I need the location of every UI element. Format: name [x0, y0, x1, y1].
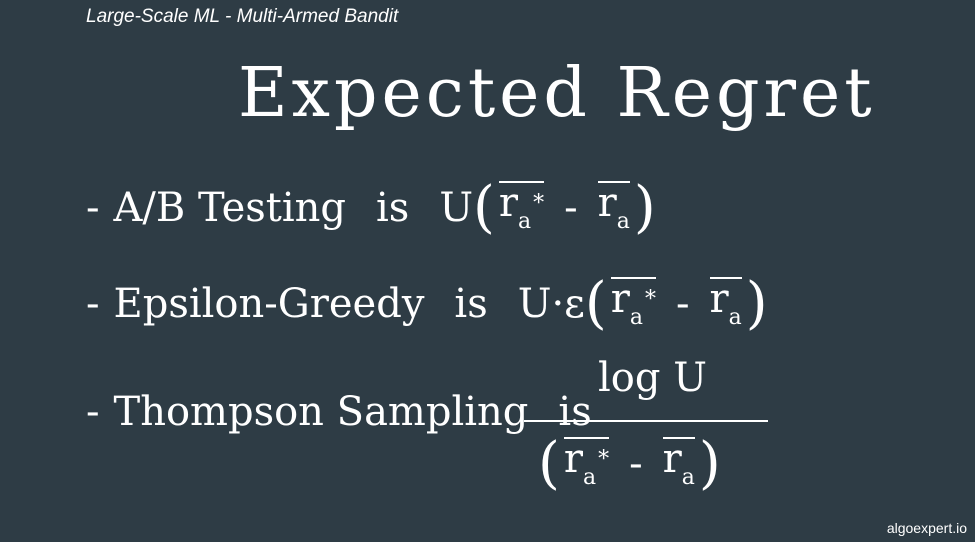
reward-symbol: r: [709, 276, 729, 322]
reward-arm: [597, 180, 630, 234]
bullet-dash: -: [86, 389, 100, 435]
reward-symbol: r: [597, 180, 617, 226]
reward-arm: [709, 276, 742, 330]
reward-star: *: [598, 447, 610, 472]
minus-sign: -: [629, 441, 643, 487]
reward-optimal: [563, 436, 610, 490]
reward-symbol: r: [563, 436, 583, 482]
reward-subscript: a: [728, 305, 742, 330]
regret-item-ab-testing: [86, 175, 656, 240]
is-word: is: [376, 185, 410, 231]
reward-subscript: a: [518, 209, 532, 234]
open-paren: (: [538, 431, 560, 496]
method-name: Thompson Sampling: [113, 389, 529, 435]
reward-subscript: a: [616, 209, 630, 234]
reward-optimal: [498, 180, 545, 234]
open-paren: (: [473, 175, 495, 240]
reward-subscript: a: [629, 305, 644, 330]
multiplier: U: [439, 185, 474, 231]
fraction-numerator: log U: [598, 355, 707, 401]
reward-subscript: a: [582, 465, 597, 490]
close-paren: ): [745, 271, 768, 336]
reward-symbol: r: [662, 436, 682, 482]
fraction-denominator: [538, 431, 721, 496]
reward-symbol: r: [498, 180, 519, 226]
minus-sign: -: [564, 185, 578, 231]
reward-subscript: a: [681, 465, 695, 490]
close-paren: ): [633, 175, 656, 240]
bullet-dash: -: [86, 185, 100, 231]
reward-optimal: [610, 276, 657, 330]
multiplier: U·ε: [517, 281, 585, 327]
reward-symbol: r: [610, 276, 630, 322]
method-name: Epsilon-Greedy: [113, 281, 425, 327]
minus-sign: -: [676, 281, 690, 327]
reward-arm: [662, 436, 695, 490]
watermark: algoexpert.io: [886, 520, 967, 536]
course-title: Large-Scale ML - Multi-Armed Bandit: [86, 6, 399, 27]
regret-item-epsilon-greedy: [86, 271, 768, 336]
open-paren: (: [584, 271, 607, 336]
is-word: is: [454, 281, 488, 327]
fraction-bar: [524, 420, 768, 422]
slide-heading: Expected Regret: [238, 54, 876, 133]
is-word: is: [558, 389, 592, 435]
regret-item-thompson-sampling: [86, 389, 622, 435]
method-name: A/B Testing: [113, 185, 346, 231]
close-paren: ): [698, 431, 721, 496]
bullet-dash: -: [86, 281, 100, 327]
reward-star: *: [533, 191, 545, 216]
reward-star: *: [645, 287, 657, 312]
